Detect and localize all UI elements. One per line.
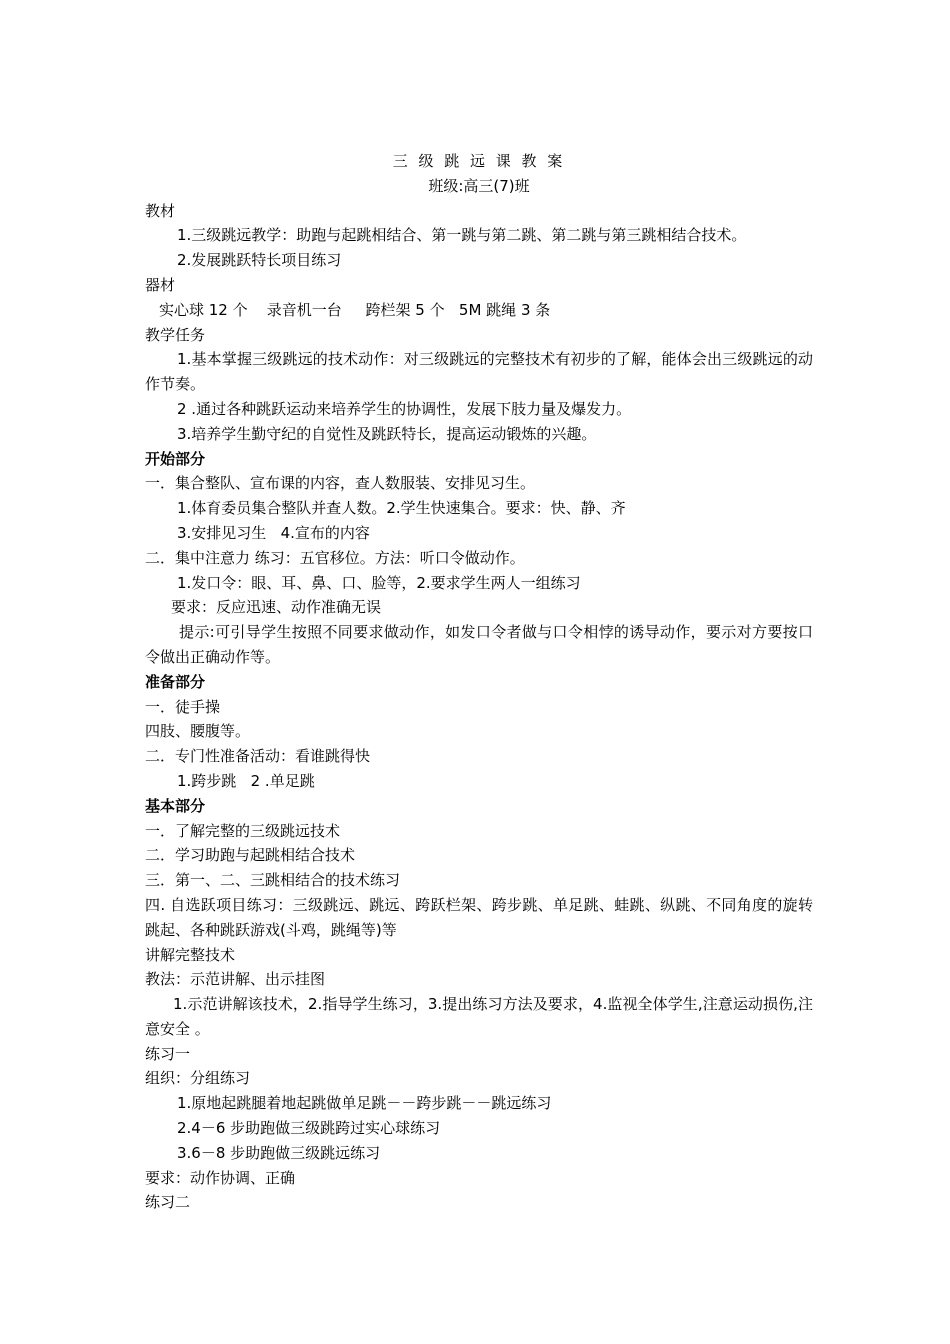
exercise-1-label: 练习一 (145, 1044, 191, 1063)
teaching-steps: 1.示范讲解该技术，2.指导学生练习，3.提出练习方法及要求，4.监视全体学生,注意运动损伤,注意安全 。 (145, 995, 813, 1038)
basic-step-2: 二．学习助跑与起跳相结合技术 (145, 846, 356, 865)
basic-step-3: 三．第一、二、三跳相结合的技术练习 (145, 871, 401, 890)
basic-step-4: 四. 自选跃项目练习：三级跳远、跳远、跨跃栏架、跨步跳、单足跳、蛙跳、纵跳、不同角度的旋转跳起、各种跳跃游戏(斗鸡，跳绳等)等 (145, 895, 813, 939)
teaching-method: 教法：示范讲解、出示挂图 (145, 970, 326, 989)
materials-item-1: 1.三级跳远教学：助跑与起跳相结合、第一跳与第二跳、第二跳与第三跳相结合技术。 (177, 226, 747, 245)
start-step-2-detail: 1.发口令：眼、耳、鼻、口、脸等，2.要求学生两人一组练习 (177, 573, 581, 592)
prep-step-1-detail: 四肢、腰腹等。 (145, 722, 251, 741)
start-step-1-detail-b: 3.安排见习生 4.宣布的内容 (177, 523, 370, 542)
section-label-equipment: 器材 (145, 275, 176, 294)
prep-step-1: 一．徒手操 (145, 697, 221, 716)
start-step-2: 二．集中注意力 练习：五官移位。方法：听口令做动作。 (145, 548, 525, 567)
exercise-1-organization: 组织：分组练习 (145, 1069, 251, 1088)
exercise-1-item-3: 3.6－8 步助跑做三级跳远练习 (177, 1143, 381, 1162)
section-heading-basic: 基本部分 (145, 796, 206, 815)
start-step-1: 一．集合整队、宣布课的内容，查人数服装、安排见习生。 (145, 474, 536, 493)
equipment-list: 实心球 12 个 录音机一台 跨栏架 5 个 5M 跳绳 3 条 (159, 300, 551, 319)
task-item-2: 2 .通过各种跳跃运动来培养学生的协调性，发展下肢力量及爆发力。 (177, 399, 632, 418)
task-item-1: 1.基本掌握三级跳远的技术动作：对三级跳远的完整技术有初步的了解，能体会出三级跳远的动作节奏。 (145, 350, 813, 394)
start-step-1-detail-a: 1.体育委员集合整队并查人数。2.学生快速集合。要求：快、静、齐 (177, 499, 626, 518)
exercise-1-item-2: 2.4－6 步助跑做三级跳跨过实心球练习 (177, 1119, 441, 1138)
section-heading-start: 开始部分 (145, 449, 206, 468)
lesson-plan-body (145, 149, 813, 1215)
section-label-tasks: 教学任务 (145, 325, 206, 344)
prep-step-2: 二．专门性准备活动：看谁跳得快 (145, 747, 371, 766)
start-step-2-requirement: 要求：反应迅速、动作准确无误 (171, 598, 382, 617)
basic-step-1: 一．了解完整的三级跳远技术 (145, 821, 341, 840)
prep-step-2-detail: 1.跨步跳 2 .单足跳 (177, 771, 315, 790)
section-heading-prep: 准备部分 (145, 672, 206, 691)
exercise-1-requirement: 要求：动作协调、正确 (145, 1168, 296, 1187)
section-label-materials: 教材 (145, 201, 176, 220)
class-info: 班级:高三(7)班 (428, 176, 530, 195)
document-title: 三 级 跳 远 课 教 案 (392, 152, 566, 170)
start-step-2-hint: 提示:可引导学生按照不同要求做动作，如发口令者做与口令相悖的诱导动作，要示对方要按口令做出正确动作等。 (145, 623, 813, 666)
task-item-3: 3.培养学生勤守纪的自觉性及跳跃特长，提高运动锻炼的兴趣。 (177, 424, 597, 443)
exercise-2-label: 练习二 (145, 1193, 191, 1212)
materials-item-2: 2.发展跳跃特长项目练习 (177, 251, 342, 270)
technique-explanation-label: 讲解完整技术 (145, 945, 236, 964)
exercise-1-item-1: 1.原地起跳腿着地起跳做单足跳－－跨步跳－－跳远练习 (177, 1094, 552, 1113)
